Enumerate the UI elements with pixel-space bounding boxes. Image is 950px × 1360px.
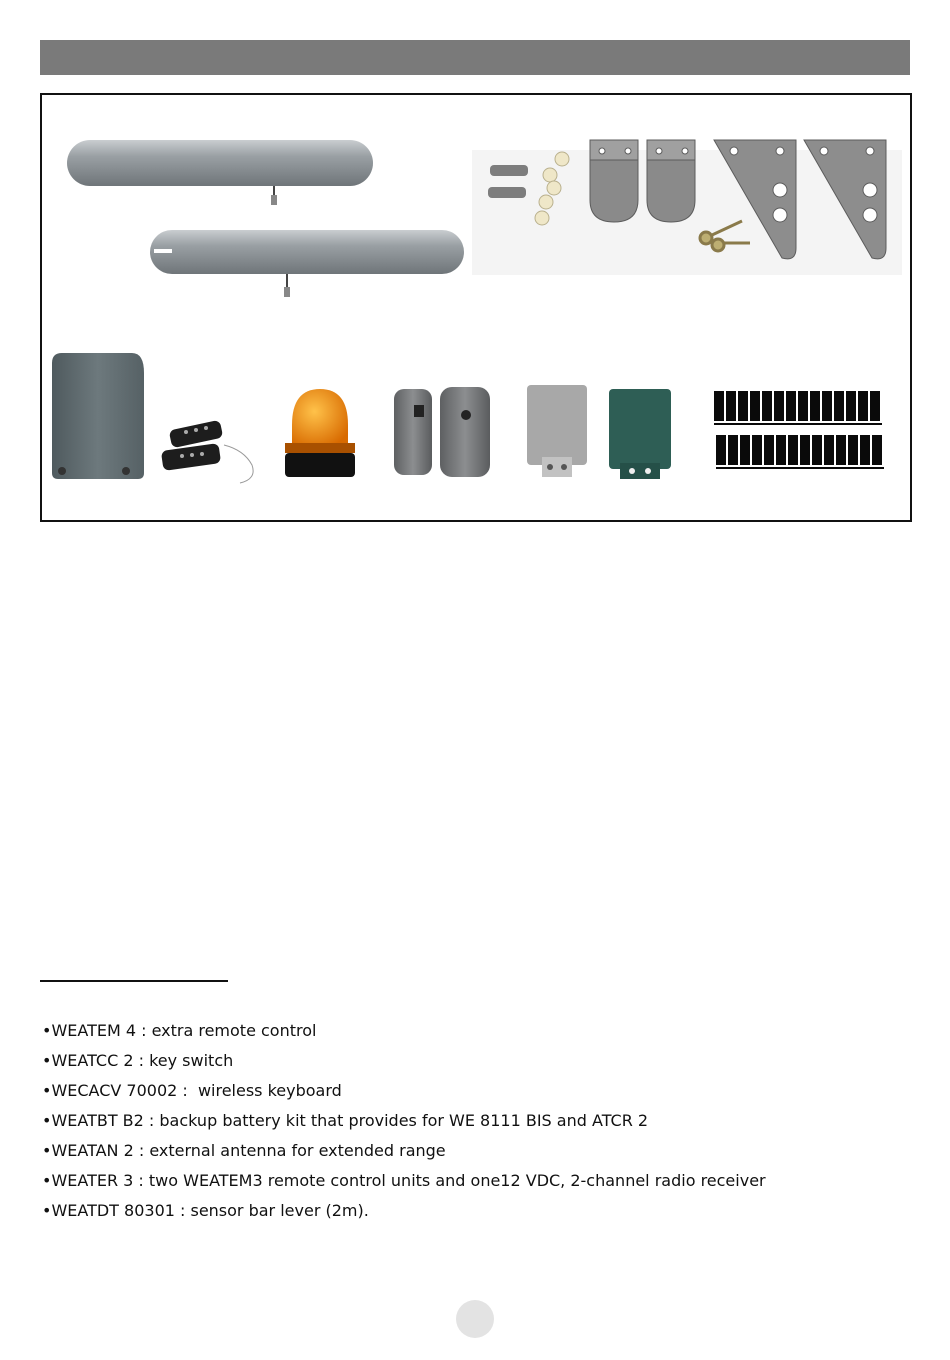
terminal-block-cell [752, 435, 762, 465]
terminal-block-cell [750, 391, 760, 421]
terminal-block-base [714, 423, 882, 425]
list-item: •WEATCC 2 : key switch [42, 1051, 234, 1070]
list-item: •WEATER 3 : two WEATEM3 remote control units and one12 VDC, 2-channel radio receiver [42, 1171, 766, 1190]
accessories-list [42, 1016, 766, 1226]
terminal-block-cell [728, 435, 738, 465]
terminal-block-cell [822, 391, 832, 421]
terminal-block-cell [776, 435, 786, 465]
terminal-block-cell [858, 391, 868, 421]
terminal-block-cell [786, 391, 796, 421]
terminal-block-cell [716, 435, 726, 465]
remote-controls [161, 420, 253, 483]
photocell-sensors [394, 387, 490, 477]
receiver-units [527, 385, 671, 479]
gate-motor-arm-1 [67, 140, 373, 205]
terminal-blocks [714, 391, 884, 469]
section-header-bar [40, 40, 910, 75]
gate-motor-arm-2 [150, 230, 464, 297]
terminal-block-cell [872, 435, 882, 465]
terminal-block-cell [824, 435, 834, 465]
terminal-block-cell [714, 391, 724, 421]
list-item: •WEATEM 4 : extra remote control [42, 1021, 317, 1040]
terminal-block-cell [764, 435, 774, 465]
list-item: •WECACV 70002 : wireless keyboard [42, 1081, 342, 1100]
control-box [52, 353, 144, 479]
accessories-heading-rule [40, 980, 228, 982]
terminal-block-cell [846, 391, 856, 421]
terminal-block-cell [738, 391, 748, 421]
terminal-block-cell [774, 391, 784, 421]
terminal-block-cell [860, 435, 870, 465]
warning-light [285, 389, 355, 477]
kit-contents-illustration [40, 93, 912, 522]
terminal-block-cell [870, 391, 880, 421]
list-item: •WEATDT 80301 : sensor bar lever (2m). [42, 1201, 369, 1220]
terminal-block-cell [788, 435, 798, 465]
list-item: •WEATAN 2 : external antenna for extended range [42, 1141, 446, 1160]
page-number-marker [456, 1300, 494, 1338]
terminal-block-cell [848, 435, 858, 465]
list-item: •WEATBT B2 : backup battery kit that provides for WE 8111 BIS and ATCR 2 [42, 1111, 649, 1130]
terminal-block-cell [798, 391, 808, 421]
terminal-block-cell [800, 435, 810, 465]
terminal-block-cell [836, 435, 846, 465]
terminal-block-base [716, 467, 884, 469]
terminal-block-cell [762, 391, 772, 421]
terminal-block-cell [726, 391, 736, 421]
terminal-block-cell [834, 391, 844, 421]
terminal-block-cell [810, 391, 820, 421]
terminal-block-cell [740, 435, 750, 465]
terminal-block-cell [812, 435, 822, 465]
